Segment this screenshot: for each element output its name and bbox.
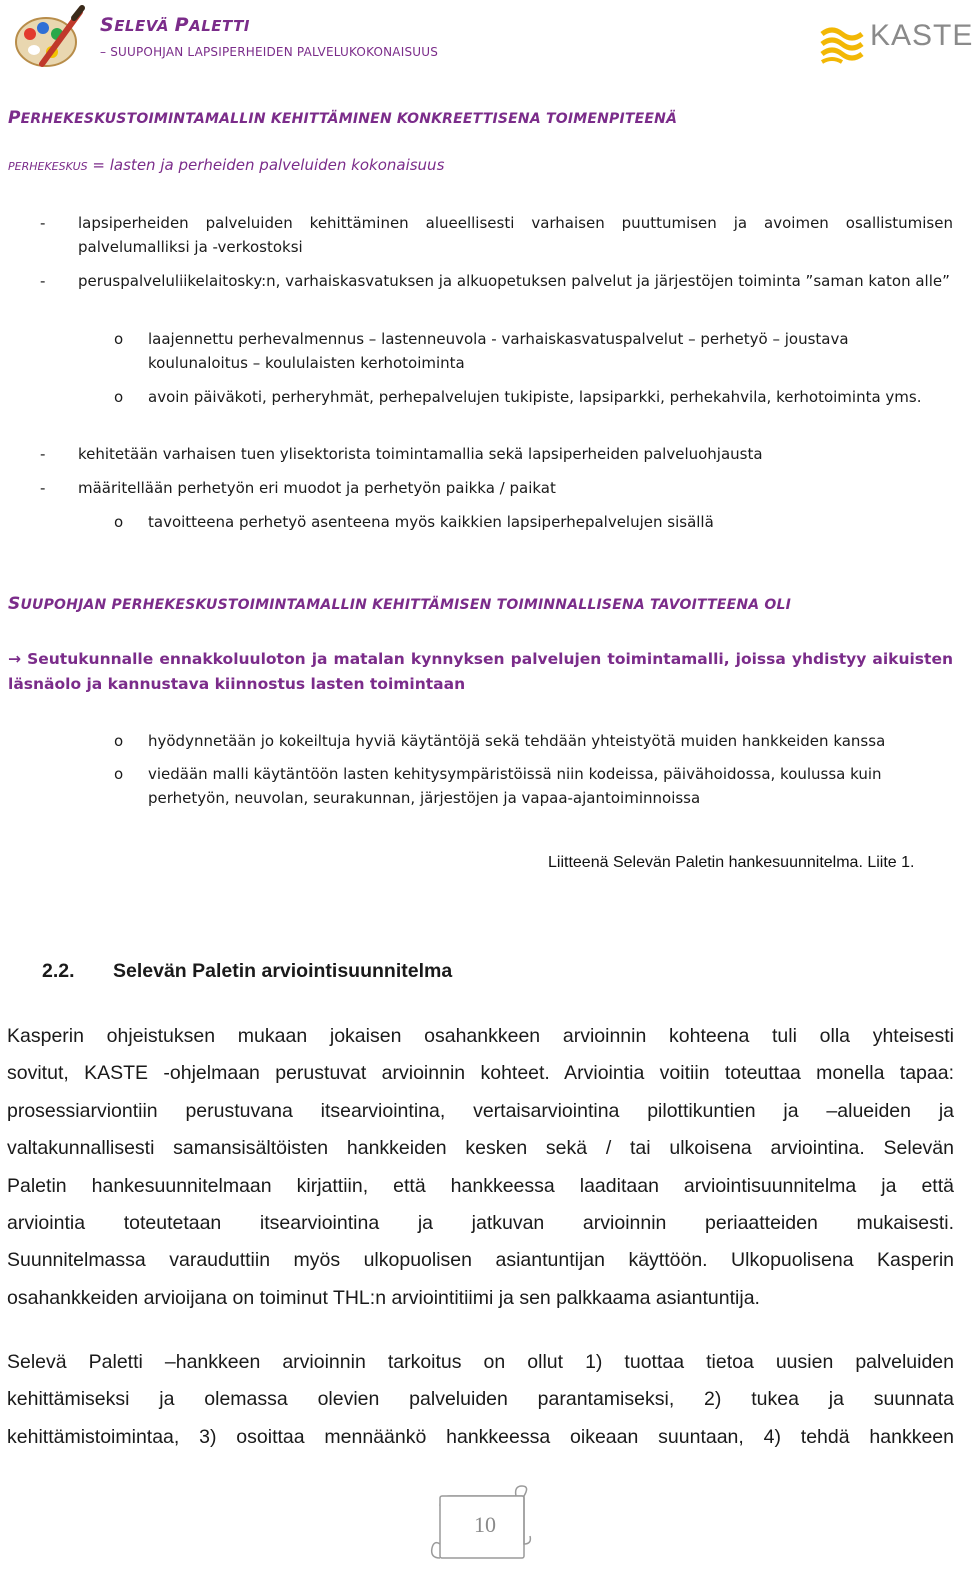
section-heading-tavoite: SUUPOHJAN PERHEKESKUSTOIMINTAMALLIN KEHITTÄMISEN TOIMINNALLISENA TAVOITTEENA OLI (8, 594, 792, 614)
paragraph-line: Selevä Paletti –hankkeen arvioinnin tarkoitus on ollut 1) tuottaa tietoa uusien palveluiden (7, 1351, 954, 1373)
brand-title: SELEVÄ PALETTI (100, 14, 250, 36)
circle-bullet: o (114, 765, 124, 783)
dash-bullet: - (40, 272, 46, 290)
sub-list-item: tavoitteena perhetyö asenteena myös kaikkien lapsiperhepalvelujen sisällä (148, 513, 714, 531)
page-number: 10 (474, 1512, 496, 1537)
section-heading-perhekeskus: PERHEKESKUSTOIMINTAMALLIN KEHITTÄMINEN KONKREETTISENA TOIMENPITEENÄ (8, 108, 678, 128)
list-item: peruspalveluliikelaitosky:n, varhaiskasvatuksen ja alkuopetuksen palvelut ja järjestöjen toiminta ”saman katon alle” (78, 272, 950, 290)
circle-bullet: o (114, 330, 124, 348)
dash-bullet: - (40, 214, 46, 232)
arrow-icon: → (8, 650, 21, 668)
paragraph-line: osahankkeiden arvioijana on toiminut THL:n arviointitiimi ja sen palkkaama asiantuntija. (7, 1287, 760, 1309)
paragraph-line: kehittämiseksi ja olemassa olevien palveluiden parantamiseksi, 2) tukea ja suunnata (7, 1388, 954, 1410)
brand-subtitle: – SUUPOHJAN LAPSIPERHEIDEN PALVELUKOKONAISUUS (100, 45, 439, 59)
list-item: lapsiperheiden palveluiden kehittäminen alueellisesti varhaisen puuttumisen ja avoimen osallistumisen palvelumalliksi ja -verkostoksi (78, 214, 953, 256)
circle-bullet: o (114, 513, 124, 531)
sub-list-item: hyödynnetään jo kokeiltuja hyviä käytäntöjä sekä tehdään yhteistyötä muiden hankkeiden kanssa (148, 732, 886, 750)
appendix-note: Liitteenä Selevän Paletin hankesuunnitelma. Liite 1. (548, 854, 915, 871)
definition-line: PERHEKESKUS = lasten ja perheiden palveluiden kokonaisuus (8, 156, 445, 174)
circle-bullet: o (114, 732, 124, 750)
paragraph-line: arviointia toteutetaan itsearviointina ja jatkuvan arvioinnin periaatteiden mukaisesti. (7, 1212, 954, 1234)
paragraph-line: Kasperin ohjeistuksen mukaan jokaisen osahankkeen arvioinnin kohteena tuli olla yhteisesti (7, 1025, 954, 1047)
dash-bullet: - (40, 445, 46, 463)
sub-list-item: viedään malli käytäntöön lasten kehitysympäristöissä niin kodeissa, päivähoidossa, koulussa kuin perhetyön, neuvolan, seurakunnan, järjestöjen ja vapaa-ajantoiminnoissa (148, 765, 882, 807)
paragraph-line: valtakunnallisesti samansisältöisten hankkeiden kesken sekä / tai ulkoisena arviointina. Selevän (7, 1137, 954, 1159)
kaste-logo-text: KASTE (870, 19, 973, 52)
section-title: Selevän Paletin arviointisuunnitelma (113, 960, 453, 982)
section-number: 2.2. (42, 960, 75, 982)
sub-list-item: laajennettu perhevalmennus – lastenneuvola - varhaiskasvatuspalvelut – perhetyö – joustava koulunaloitus – koululaisten kerhotoiminta (148, 330, 849, 372)
palette-logo-icon (12, 4, 86, 72)
list-item: määritellään perhetyön eri muodot ja perhetyön paikka / paikat (78, 479, 556, 497)
dash-bullet: - (40, 479, 46, 497)
goal-paragraph: → Seutukunnalle ennakkoluuloton ja matalan kynnyksen palvelujen toimintamalli, joissa yhdistyy aikuisten läsnäolo ja kannustava kiinnostus lasten toimintaan (8, 650, 953, 693)
paragraph-line: kehittämistoimintaa, 3) osoittaa mennäänkö hankkeessa oikeaan suuntaan, 4) tehdä hankkeen (7, 1426, 954, 1448)
paragraph-line: Paletin hankesuunnitelmaan kirjattiin, että hankkeessa laaditaan arviointisuunnitelma ja että (7, 1175, 954, 1197)
paragraph-line: sovitut, KASTE -ohjelmaan perustuvat arvioinnin kohteet. Arviointia voitiin toteuttaa monella tapaa: (7, 1062, 954, 1084)
sub-list-item: avoin päiväkoti, perheryhmät, perhepalvelujen tukipiste, lapsiparkki, perhekahvila, kerhotoiminta yms. (148, 388, 922, 406)
paragraph-line: prosessiarviontiin perustuvana itsearviointina, vertaisarviointina pilottikuntien ja –alueiden ja (7, 1100, 954, 1122)
circle-bullet: o (114, 388, 124, 406)
list-item: kehitetään varhaisen tuen ylisektorista toimintamallia sekä lapsiperheiden palveluohjausta (78, 445, 763, 463)
paragraph-line: Suunnitelmassa varauduttiin myös ulkopuolisen asiantuntijan käyttöön. Ulkopuolisena Kasperin (7, 1249, 954, 1271)
